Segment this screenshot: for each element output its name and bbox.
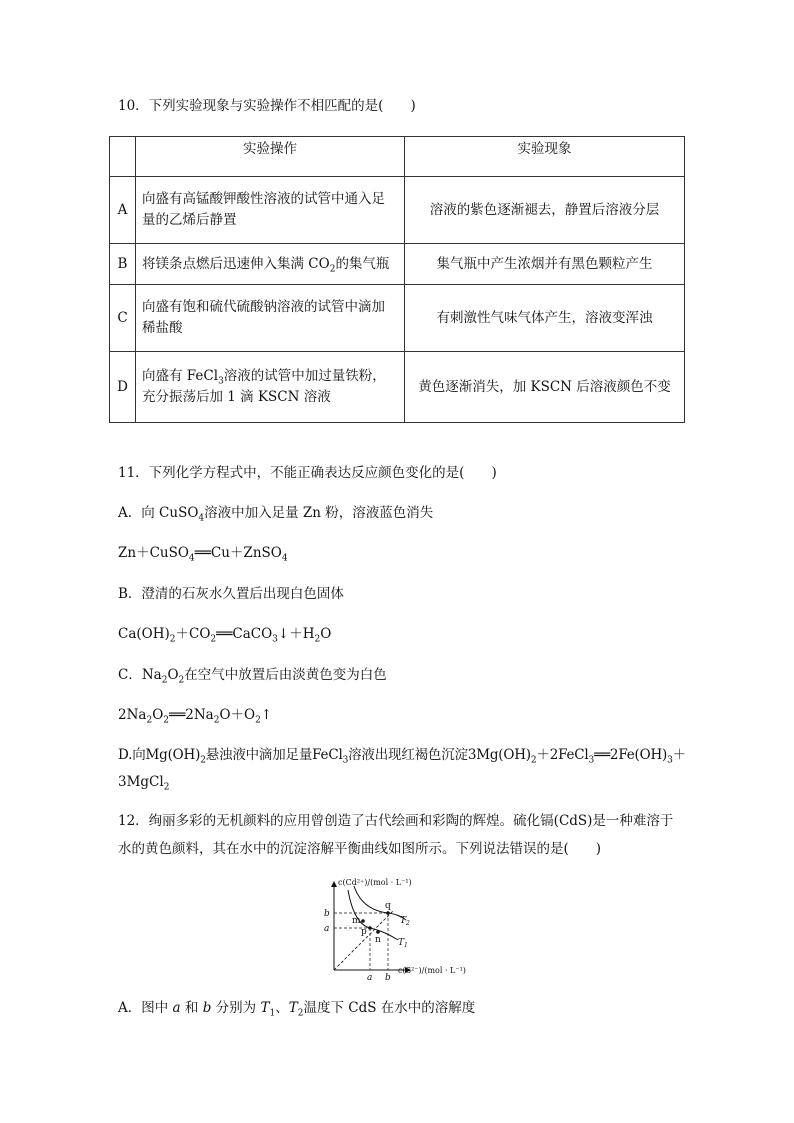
row-operation: 向盛有 FeCl$_3$溶液的试管中加过量铁粉， 充分振荡后加 1 滴 KSCN 溶液 [136,352,405,423]
table-row [110,177,685,244]
q11-option-d-line2: 3MgCl$_2$ [118,774,170,793]
x-axis-label: c(S²⁻)/(mol · L⁻¹) [398,966,466,975]
header-phenomenon: 实验现象 [405,137,685,177]
q11-option-d: D.向$Mg(OH)_2$悬浊液中滴加足量FeCl$_3$溶液出现红褐色沉淀$3Mg(OH)_2+2FeCl_3══2Fe(OH)_3+$ [118,747,686,766]
row-key: C [110,285,136,352]
row-key: D [110,352,136,423]
label-m: m [352,916,361,926]
row-phenomenon: 溶液的紫色逐渐褪去，静置后溶液分层 [405,177,685,244]
q11-equation-c: $2Na_2O_2══2Na_2O+O_2↑$ [118,707,273,726]
row-operation: 向盛有饱和硫代硫酸钠溶液的试管中滴加 稀盐酸 [136,285,405,352]
tick-b-y: b [324,909,330,919]
header-operation: 实验操作 [136,137,405,177]
q10-table [109,136,685,423]
q11-option-c: C．$Na_2O_2$在空气中放置后由淡黄色变为白色 [118,667,387,686]
row-phenomenon: 黄色逐渐消失，加 KSCN 后溶液颜色不变 [405,352,685,423]
row-phenomenon: 有刺激性气味气体产生，溶液变浑浊 [405,285,685,352]
point-p [368,926,372,930]
q12-option-a: A．图中 a 和 b 分别为 $T_1$、$T_2$温度下 CdS 在水中的溶解度 [118,1000,476,1019]
y-axis-label: c(Cd²⁺)/(mol · L⁻¹) [338,878,412,887]
row-key: A [110,177,136,244]
table-row [110,285,685,352]
row-key: B [110,244,136,285]
curve-t1 [348,890,398,940]
row-operation: 将镁条点燃后迅速伸入集满 $CO_2$的集气瓶 [136,244,405,285]
point-m [361,919,365,923]
header-blank [110,137,136,177]
point-q [386,911,390,915]
q10-stem: 10．下列实验现象与实验操作不相匹配的是( ) [118,98,416,114]
label-q: q [385,901,391,911]
table-header-row [110,137,685,177]
table-row [110,244,685,285]
table-row [110,352,685,423]
q11-equation-b: $Ca(OH)_2+CO_2══CaCO_3↓+H_2O$ [118,626,332,645]
solubility-equilibrium-graph [318,876,478,980]
tick-a-x: a [367,973,373,980]
curve-t2 [354,886,406,920]
q11-stem: 11．下列化学方程式中，不能正确表达反应颜色变化的是( ) [118,465,497,481]
label-t1: $T_1$ [398,938,408,949]
q11-option-b: B．澄清的石灰水久置后出现白色固体 [118,586,344,602]
tick-b-x: b [385,973,391,980]
row-phenomenon: 集气瓶中产生浓烟并有黑色颗粒产生 [405,244,685,285]
label-n: n [375,935,381,945]
q12-stem-line1: 12．绚丽多彩的无机颜料的应用曾创造了古代绘画和彩陶的辉煌。硫化镉(CdS)是一种难溶于 [118,813,674,829]
q12-stem-line2: 水的黄色颜料，其在水中的沉淀溶解平衡曲线如图所示。下列说法错误的是( ) [118,841,602,857]
label-p: p [361,927,367,937]
q11-option-a: A．向 CuSO$_4$溶液中加入足量 Zn 粉，溶液蓝色消失 [118,505,434,524]
diagonal-line [334,910,394,970]
row-operation: 向盛有高锰酸钾酸性溶液的试管中通入足 量的乙烯后静置 [136,177,405,244]
label-t2: $T_2$ [400,916,410,927]
tick-a-y: a [324,924,330,934]
q11-equation-a: Zn＋CuSO$_4$══Cu＋ZnSO$_4$ [118,545,288,564]
point-n [376,930,380,934]
